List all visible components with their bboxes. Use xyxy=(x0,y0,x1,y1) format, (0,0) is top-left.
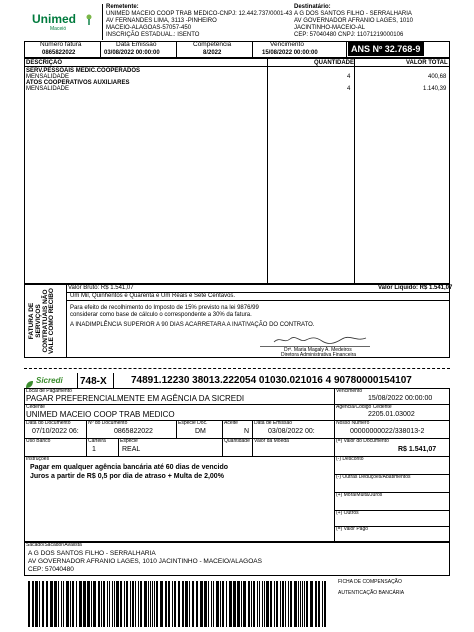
barcode-bar xyxy=(182,581,184,627)
item-group: ATOS COOPERATIVOS AUXILIARES xyxy=(26,80,130,86)
remetente-line: AV FERNANDES LIMA, 3113 -PINHEIRO xyxy=(106,18,217,24)
barcode-bar xyxy=(138,581,139,627)
boleto-data-emissao-value: 03/08/2022 00: xyxy=(268,428,315,435)
fatura-vertical-note: FATURA DE SERVIÇOS CONTRATUAIS NÃO VALE COMO RECIBO xyxy=(28,288,56,354)
barcode-bar xyxy=(101,581,102,627)
sacado-line: AV GOVERNADOR AFRANIO LAGES, 1010 JACINTINHO - MACEIO/ALAGOAS xyxy=(28,558,262,565)
barcode-bar xyxy=(103,581,105,627)
barcode-bar xyxy=(324,581,326,627)
barcode-bar xyxy=(298,581,299,627)
unimed-logo-text: Unimed xyxy=(32,12,77,26)
item-quantidade: 4 xyxy=(347,86,351,92)
autenticacao-label: AUTENTICAÇÃO BANCÁRIA xyxy=(338,590,405,596)
barcode-bar xyxy=(226,581,227,627)
barcode-bar xyxy=(66,581,69,627)
carteira-label: Carteira xyxy=(88,438,106,444)
remetente-line: MACEIO-ALAGOAS-57057-450 xyxy=(106,25,192,31)
barcode-bar xyxy=(204,581,207,627)
sicredi-logo-text: Sicredi xyxy=(36,376,63,385)
barcode-bar xyxy=(294,581,297,627)
barcode-bar xyxy=(285,581,286,627)
ans-number: ANS Nº 32.768-9 xyxy=(351,44,421,54)
uso-banco-label: Uso Banco xyxy=(26,438,51,444)
barcode-bar xyxy=(130,581,131,627)
valor-pago-label: (=) Valor Pago xyxy=(336,526,369,532)
valor-moeda-label: Valor da Moeda xyxy=(254,438,289,444)
barcode-bar xyxy=(28,581,30,627)
barcode-bar xyxy=(178,581,180,627)
data-emissao-label: Data Emissão xyxy=(116,41,157,48)
destinatario-label: Destinatário: xyxy=(294,4,331,10)
barcode-bar xyxy=(114,581,115,627)
barcode-bar xyxy=(32,581,34,627)
aviso-inadimplencia: A INADIMPLÊNCIA SUPERIOR A 90 DIAS ACARRETARA A INATIVAÇÃO DO CONTRATO. xyxy=(70,322,315,328)
local-pagamento-label: Local de Pagamento xyxy=(26,388,72,394)
numero-fatura-label: Número fatura xyxy=(40,41,82,48)
barcode-bar xyxy=(39,581,40,627)
barcode-bar xyxy=(154,581,155,627)
barcode-bar xyxy=(237,581,240,627)
instrucao-line: Pagar em qualquer agência bancária até 60 dias de vencido xyxy=(30,464,229,471)
sacado-line: A G DOS SANTOS FILHO - SERRALHARIA xyxy=(28,550,156,557)
instrucoes-label: Instruções xyxy=(26,456,50,462)
especie-doc-label: Espécie Doc. xyxy=(178,420,208,426)
barcode-bar xyxy=(112,581,113,627)
barcode-bar xyxy=(241,581,242,627)
outros-label: (+) Outros xyxy=(336,510,359,516)
boleto-vencimento-value: 15/08/2022 00:00:00 xyxy=(368,395,433,402)
barcode-bar xyxy=(290,581,292,627)
cut-line xyxy=(24,368,450,369)
barcode-bar xyxy=(148,581,149,627)
barcode-bar xyxy=(257,581,258,627)
barcode-bar xyxy=(120,581,122,627)
barcode-bar xyxy=(172,581,173,627)
remetente-line: UNIMED MACEIO COOP TRAB MEDICO-CNPJ: 12.442.737/0001-43 xyxy=(106,11,293,17)
barcode-bar xyxy=(124,581,125,627)
sacado-line: CEP: 57040480 xyxy=(28,566,74,573)
barcode-bar xyxy=(63,581,64,627)
barcode-bar xyxy=(280,581,281,627)
barcode-bar xyxy=(185,581,188,627)
local-pagamento-value: PAGAR PREFERENCIALMENTE EM AGÊNCIA DA SICREDI xyxy=(26,394,245,403)
sicredi-logo xyxy=(25,375,75,387)
aceite-value: N xyxy=(244,428,250,435)
destinatario-line: CEP: 57040480 CNPJ: 11071219000106 xyxy=(294,32,404,38)
barcode-bar xyxy=(264,581,265,627)
imposto-line: Para efeito de recolhimento do Imposto de 15% previsto na lei 9876/99 xyxy=(70,305,259,311)
data-emissao-value: 03/08/2022 00:00:00 xyxy=(104,50,160,56)
num-documento-label: Nº do Documento xyxy=(88,420,128,426)
barcode-bar xyxy=(243,581,246,627)
barcode-bar xyxy=(135,581,136,627)
barcode-bar xyxy=(160,581,163,627)
barcode-bar xyxy=(208,581,209,627)
barcode-bar xyxy=(318,581,320,627)
linha-digitavel[interactable]: 74891.12230 38013.222054 01030.021016 4 90780000154107 xyxy=(131,375,412,386)
barcode-bar xyxy=(165,581,167,627)
barcode-bar xyxy=(310,581,313,627)
imposto-line: considerar como base de cálculo o correspondente a 30% da fatura. xyxy=(70,312,252,318)
unimed-logo xyxy=(28,10,98,34)
barcode-bar xyxy=(189,581,190,627)
valor-liquido: Valor Líquido: R$ 1.541,07 xyxy=(378,285,453,291)
valor-documento-label: (=) Valor do Documento xyxy=(336,438,389,444)
barcode-bar xyxy=(270,581,272,627)
barcode-bar xyxy=(211,581,212,627)
barcode-bar xyxy=(156,581,158,627)
barcode-bar xyxy=(42,581,44,627)
barcode-bar xyxy=(93,581,96,627)
barcode-bar xyxy=(50,581,53,627)
barcode-bar xyxy=(70,581,71,627)
barcode-bar xyxy=(248,581,250,627)
item-valor: 400,68 xyxy=(428,74,447,80)
item-name: MENSALIDADE xyxy=(26,86,70,92)
barcode-bar xyxy=(251,581,252,627)
desconto-label: (-) Desconto xyxy=(336,456,364,462)
item-quantidade: 4 xyxy=(347,74,351,80)
barcode-bar xyxy=(54,581,57,627)
barcode-bar xyxy=(322,581,323,627)
especie-label: Espécie xyxy=(120,438,138,444)
barcode-bar xyxy=(83,581,86,627)
barcode-bar xyxy=(46,581,48,627)
boleto-data-emissao-label: Data de Emissão xyxy=(254,420,293,426)
barcode-bar xyxy=(196,581,198,627)
items-table xyxy=(24,58,450,284)
barcode-bar xyxy=(216,581,219,627)
barcode-bar xyxy=(126,581,128,627)
vencimento-value: 15/08/2022 00:00:00 xyxy=(262,50,318,56)
barcode-bar xyxy=(152,581,153,627)
barcode-bar xyxy=(168,581,170,627)
ans-badge xyxy=(348,42,424,56)
item-name: MENSALIDADE xyxy=(26,74,70,80)
competencia-label: Competência xyxy=(193,41,232,48)
remetente-label: Remetente: xyxy=(106,4,139,10)
barcode-bar xyxy=(222,581,224,627)
barcode-bar xyxy=(300,581,301,627)
unimed-tree-icon xyxy=(84,12,94,23)
barcode-bar xyxy=(200,581,203,627)
bank-code: 748-X xyxy=(80,376,107,387)
barcode-bar xyxy=(35,581,38,627)
barcode-bar xyxy=(262,581,263,627)
destinatario-line: JACINTINHO-MACEIO-AL xyxy=(294,25,366,31)
barcode-bar xyxy=(274,581,275,627)
agencia-label: Agência/Código Cedente xyxy=(336,404,392,410)
barcode-bar xyxy=(315,581,317,627)
barcode-bar xyxy=(229,581,232,627)
col-descricao: DESCRIÇÃO xyxy=(26,60,63,66)
barcode-bar xyxy=(91,581,92,627)
mora-label: (+) Mora/Multa/Juros xyxy=(336,492,383,498)
agencia-value: 2205.01.03002 xyxy=(368,411,415,418)
nosso-numero-value: 00000000022/338013-2 xyxy=(350,428,425,435)
boleto-vencimento-label: Vencimento xyxy=(336,388,363,394)
barcode-bar xyxy=(87,581,90,627)
unimed-logo-sub: Maceió xyxy=(50,26,67,32)
barcode-bar xyxy=(233,581,236,627)
barcode-bar xyxy=(116,581,119,627)
especie-value: REAL xyxy=(122,446,141,453)
sacado-label: Sacado/Sacador/Avalista xyxy=(26,542,82,548)
barcode-bar xyxy=(132,581,134,627)
competencia-value: 8/2022 xyxy=(203,50,222,56)
instrucao-line: Juros a partir de R$ 0,5 por dia de atraso + Multa de 2,00% xyxy=(30,473,224,480)
barcode-bar xyxy=(109,581,110,627)
barcode-bar xyxy=(61,581,62,627)
outras-deducoes-label: (-) Outras Deduções/Abatimentos xyxy=(336,474,411,480)
barcode-bar xyxy=(282,581,284,627)
item-group: SERV.PESSOAIS MEDIC.COOPERADOS xyxy=(26,68,141,74)
valor-documento-value: R$ 1.541,07 xyxy=(398,446,437,453)
item-valor: 1.140,39 xyxy=(423,86,447,92)
cedente-value: UNIMED MACEIO COOP TRAB MEDICO xyxy=(26,410,175,419)
valor-extenso: Um Mil, Quinhentos e Quarenta e Um Reais e Sete Centavos. xyxy=(70,293,236,299)
barcode-bar xyxy=(76,581,77,627)
nosso-numero-label: Nosso Número xyxy=(336,420,370,426)
barcode-bar xyxy=(150,581,151,627)
vencimento-label: Vencimento xyxy=(270,41,304,48)
barcode-bar xyxy=(107,581,108,627)
signature-image xyxy=(272,333,368,345)
barcode xyxy=(28,581,328,627)
col-quantidade: QUANTIDADE xyxy=(314,60,354,66)
especie-doc-value: DM xyxy=(195,428,206,435)
barcode-bar xyxy=(220,581,221,627)
barcode-bar xyxy=(79,581,82,627)
numero-fatura-value: 0865822022 xyxy=(42,50,76,56)
quantidade-label: Quantidade xyxy=(224,438,250,444)
num-documento-value: 0865822022 xyxy=(114,428,153,435)
assinatura-nome: Drª. Maria Magaly A. Medeiros xyxy=(284,347,352,353)
data-documento-label: Data do Documento xyxy=(26,420,71,426)
barcode-bar xyxy=(306,581,308,627)
barcode-bar xyxy=(98,581,100,627)
destinatario-line: AV GOVERNADOR AFRANIO LAGES, 1010 xyxy=(294,18,413,24)
barcode-bar xyxy=(72,581,74,627)
barcode-bar xyxy=(213,581,214,627)
barcode-bar xyxy=(253,581,255,627)
aceite-label: Aceite xyxy=(224,420,238,426)
col-valor-total: VALOR TOTAL xyxy=(406,60,448,66)
sicredi-leaf-icon xyxy=(25,376,34,385)
assinatura-cargo: Diretora Administrativa Financeira xyxy=(281,352,357,358)
carteira-value: 1 xyxy=(92,446,96,453)
remetente-line: INSCRIÇÃO ESTADUAL.: ISENTO xyxy=(106,32,200,38)
barcode-bar xyxy=(259,581,260,627)
ficha-compensacao-label: FICHA DE COMPENSAÇÃO xyxy=(338,579,402,585)
data-documento-value: 07/10/2022 06: xyxy=(32,428,79,435)
barcode-bar xyxy=(288,581,289,627)
barcode-bar xyxy=(192,581,194,627)
barcode-bar xyxy=(266,581,269,627)
barcode-bar xyxy=(140,581,142,627)
destinatario-line: A G DOS SANTOS FILHO - SERRALHARIA xyxy=(294,11,412,17)
barcode-bar xyxy=(58,581,59,627)
barcode-bar xyxy=(174,581,176,627)
cedente-label: Cedente xyxy=(26,404,45,410)
barcode-bar xyxy=(304,581,305,627)
valor-bruto: Valor Bruto: R$ 1.541,07 xyxy=(68,285,134,291)
barcode-bar xyxy=(276,581,278,627)
barcode-bar xyxy=(144,581,147,627)
barcode-bar xyxy=(302,581,303,627)
